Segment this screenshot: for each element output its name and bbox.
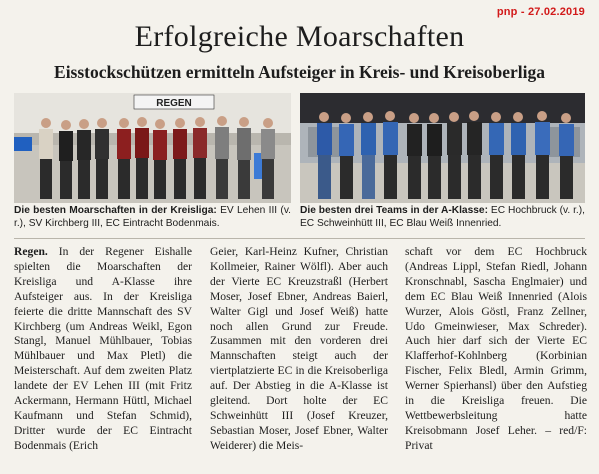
caption-a-klasse	[300, 205, 585, 230]
caption-a-klasse-lead: Die besten drei Teams in der A-Klasse:	[300, 205, 488, 216]
caption-a-klasse-text: EC Hochbruck (v. r.), EC Schweinhütt III, EC Blau Weiß Innenried.	[300, 205, 585, 229]
article-column-1-text: In der Regener Eishalle spielten die Moarschaften der Kreisliga und A-Klasse ihre Aufsteiger aus. In der Kreisliga feierte die dritte Mannschaft des SV Kirchberg (um Andreas Weikl, Egon Stangl, Manuel Mühlbauer, Tobias Mühlbauer und Max Pletl) die Meisterschaft. Auf dem zweiten Platz landete der EV Lehen III (mit Fritz Ackermann, Hermann Hüttl, Michael Kaufmann und Stefan Schmid), Dritter wurde der EC Eintracht Bodenmais (Erich	[14, 245, 192, 452]
banner-text: REGEN	[156, 98, 192, 109]
headline: Erfolgreiche Moarschaften	[134, 20, 465, 53]
photo-kreisliga-teams	[14, 93, 291, 203]
caption-kreisliga	[14, 205, 291, 230]
article-column-2: Geier, Karl-Heinz Kufner, Christian Kollmeier, Rainer Wölfl). Aber auch der Vierte EC Kreuzstraßl (Herbert Moser, Josef Ebner, Andreas Baierl, Walter Gigl und Josef Weiß) hatte noch allen Grund zur Freude. Zusammen mit den vorderen drei Mannschaften steigt auch der viertplatzierte EC in die Kreisoberliga auf. Der Abstieg in die A-Klasse ist gleitend. Dort holte der EC Schweinhütt III (Josef Kreuzer, Sebastian Moser, Josef Ebner, Walter Weiderer) die Meis-	[210, 245, 388, 452]
photo-credit: – red/F: Privat	[405, 423, 587, 452]
caption-kreisliga-lead: Die besten Moarschaften in der Kreisliga:	[14, 205, 217, 216]
article-column-3	[405, 245, 587, 454]
caption-kreisliga-text: EV Lehen III (v. r.), SV Kirchberg III, EC Eintracht Bodenmais.	[14, 205, 291, 229]
article-column-1	[14, 245, 192, 454]
article-column-3-text: schaft vor dem EC Hochbruck (Andreas Lippl, Stefan Riedl, Johann Kronschnabl, Sascha Englmaier) und dem EC Blau Weiß Innenried (Alois Wurzer, Alois Göstl, Franz Zellner, Udo Gmeinwieser, Max Schreder). Auch hier darf sich der Vierte EC Klafferhof-Kohlnberg (Korbinian Fischer, Felix Bledl, Armin Grimm, Werner Spierhansl) über den Aufstieg in die Kreisliga freuen. Die Wettbewerbsleitung hatte Kreisobmann Josef Leher.	[405, 245, 587, 437]
section-divider	[14, 238, 585, 239]
subheadline: Eisstockschützen ermitteln Aufsteiger in Kreis- und Kreisoberliga	[54, 62, 545, 82]
source-date-tag: pnp - 27.02.2019	[496, 6, 585, 18]
photo-a-klasse-teams	[300, 93, 585, 203]
dateline: Regen.	[14, 245, 48, 258]
